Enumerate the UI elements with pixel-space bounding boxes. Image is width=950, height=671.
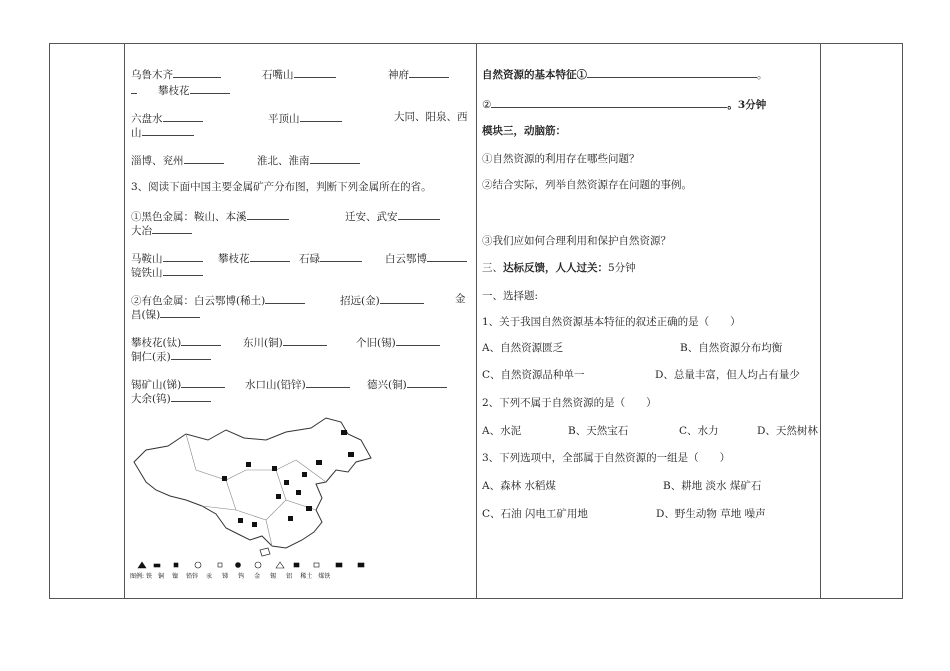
choice-2: 2、下列不属于自然资源的是（ ） (482, 397, 657, 409)
choice-2-a: A、水泥 (482, 425, 522, 437)
hainan-island (260, 548, 270, 556)
module-3-title: 模块三，动脑筋： (482, 125, 566, 137)
choice-2-c: C、水力 (679, 425, 719, 437)
column-divider (820, 43, 821, 599)
choice-1-c: C、自然资源品种单一 (482, 369, 585, 381)
feature-2: ② 。3分钟 (482, 96, 766, 112)
column-divider (476, 43, 477, 599)
section-3-title: 三、达标反馈，人人过关：5分钟 (482, 262, 636, 274)
choice-3-a: A、森林 水稻煤 (482, 480, 556, 492)
mine-row-1: 乌鲁木齐 (131, 66, 221, 82)
choice-1-b: B、自然资源分布均衡 (680, 342, 783, 354)
mine-row-3: 淄博、兖州 (131, 152, 224, 168)
feature-1: 自然资源的基本特征① 。 (482, 66, 768, 82)
column-divider (124, 43, 125, 599)
legend-symbols (138, 562, 364, 568)
think-q1: ①自然资源的利用存在哪些问题？ (482, 153, 640, 165)
choice-3-b: B、耕地 淡水 煤矿石 (663, 480, 762, 492)
choice-1: 1、关于我国自然资源基本特征的叙述正确的是（ ） (482, 316, 741, 328)
choice-1-d: D、总量丰富，但人均占有量少 (655, 369, 800, 381)
think-q2: ②结合实际，列举自然资源存在问题的事例。 (482, 179, 692, 191)
choice-title: 一、选择题: (482, 290, 539, 302)
nonferrous-row-3: 锡矿山(锑) (131, 376, 225, 392)
nonferrous-row-2: 攀枝花(钛) (131, 334, 221, 350)
choice-3-d: D、野生动物 草地 噪声 (656, 508, 766, 520)
nonferrous-row: ②有色金属：白云鄂博(稀土) (131, 292, 305, 308)
choice-3: 3、下列选项中，全部属于自然资源的一组是（ ） (482, 452, 731, 464)
china-mineral-map (126, 410, 376, 580)
choice-3-c: C、石油 闪电工矿用地 (482, 508, 588, 520)
mine-row-2: 六盘水 (131, 110, 203, 126)
mine-markers (222, 430, 354, 527)
question-3: 3、阅读下面中国主要金属矿产分布图，判断下列金属所在的省。 (131, 181, 432, 193)
map-legend: 图例: 铁 铜 镍 铅锌 汞 锑 钨 金 锡 铝 稀土 煤铁 (130, 573, 331, 580)
province-borders (186, 434, 326, 546)
choice-2-d: D、天然树林 (757, 425, 818, 437)
think-q3: ③我们应如何合理利用和保护自然资源？ (482, 235, 671, 247)
china-outline (134, 418, 371, 548)
ferrous-row: ①黑色金属：鞍山、本溪 (131, 208, 289, 224)
ferrous-row-2: 马鞍山 (131, 250, 203, 266)
choice-2-b: B、天然宝石 (568, 425, 629, 437)
choice-1-a: A、自然资源匮乏 (482, 342, 564, 354)
